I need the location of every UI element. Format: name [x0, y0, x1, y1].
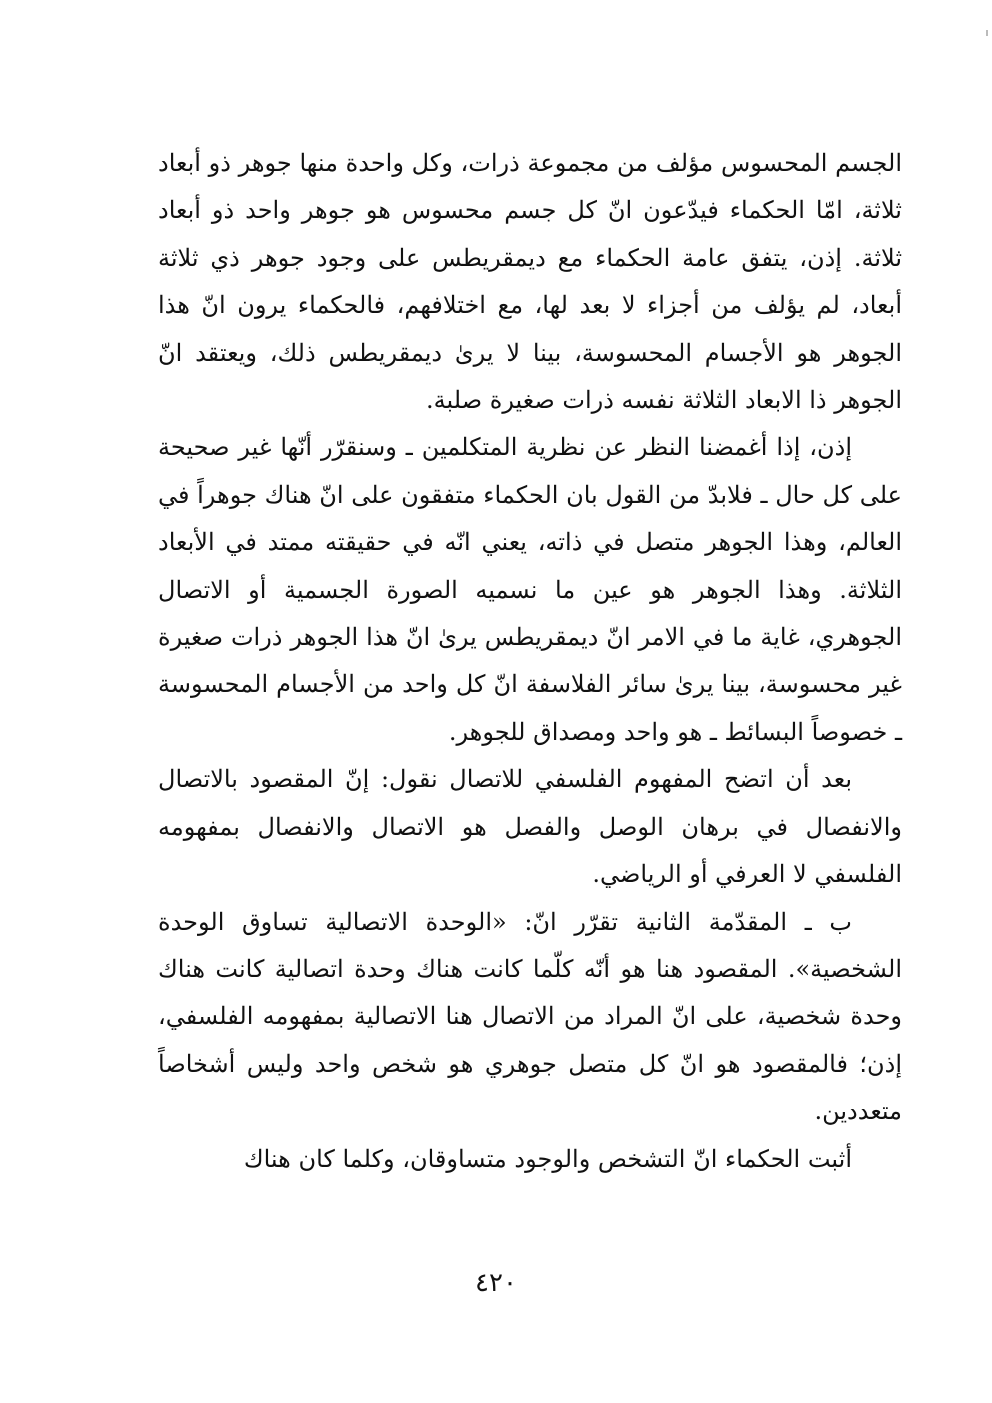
paragraph-4: ب ـ المقدّمة الثانية تقرّر انّ: «الوحدة الاتصالية تساوق الوحدة الشخصية». المقصود هنا هو أنّه كلّما كانت هناك وحدة اتصالية كانت هناك وحدة شخصية، على انّ المراد من الاتصال هنا الاتصالية بمفهومه الفلسفي، إذن؛ فالمقصود هو انّ كل متصل جوهري هو شخص واحد وليس أشخاصاً متعددين. — [158, 907, 902, 1126]
paragraph-2: إذن، إذا أغمضنا النظر عن نظرية المتكلمين ـ وسنقرّر أنّها غير صحيحة على كل حال ـ فلابدّ من القول بان الحكماء متفقون على انّ هناك جوهراً في العالم، وهذا الجوهر متصل في ذاته، يعني انّه في حقيقته ممتد في الأبعاد الثلاثة. وهذا الجوهر هو عين ما نسميه الصورة الجسمية أو الاتصال الجوهري، غاية ما في الامر انّ ديمقريطس يرىٰ انّ هذا الجوهر ذرات صغيرة غير محسوسة، بينا يرىٰ سائر الفلاسفة انّ كل واحد من الأجسام المحسوسة ـ خصوصاً البسائط ـ هو واحد ومصداق للجوهر. — [158, 433, 902, 746]
body-text — [158, 140, 902, 1183]
scan-mark — [986, 30, 988, 36]
paragraph-3: بعد أن اتضح المفهوم الفلسفي للاتصال نقول: إنّ المقصود بالاتصال والانفصال في برهان الوصل والفصل هو الاتصال والانفصال بمفهومه الفلسفي لا العرفي أو الرياضي. — [158, 765, 902, 889]
paragraph-5: أثبت الحكماء انّ التشخص والوجود متساوقان، وكلما كان هناك — [243, 1144, 852, 1173]
paragraph-1: الجسم المحسوس مؤلف من مجموعة ذرات، وكل واحدة منها جوهر ذو أبعاد ثلاثة، امّا الحكماء فيدّعون انّ كل جسم محسوس هو جوهر واحد ذو أبعاد ثلاثة. إذن، يتفق عامة الحكماء مع ديمقريطس على وجود جوهر ذي ثلاثة أبعاد، لم يؤلف من أجزاء لا بعد لها، مع اختلافهم، فالحكماء يرون انّ هذا الجوهر هو الأجسام المحسوسة، بينا لا يرىٰ ديمقريطس ذلك، ويعتقد انّ الجوهر ذا الابعاد الثلاثة نفسه ذرات صغيرة صلبة. — [158, 149, 902, 415]
page-number: ٤٢٠ — [475, 1268, 517, 1298]
